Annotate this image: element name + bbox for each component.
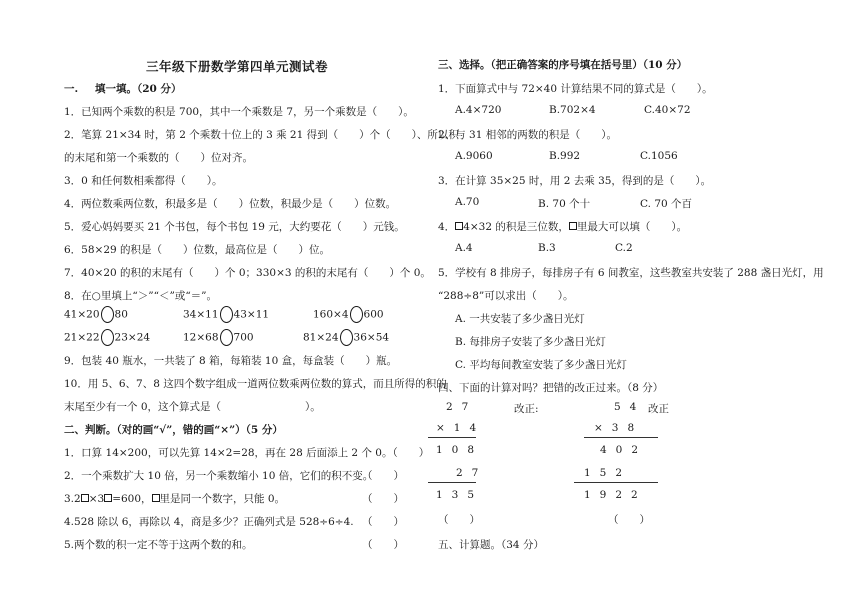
section2-heading: 二、判断。（对的画“√”，错的画“×”）（5 分） — [64, 424, 283, 436]
compare-left: 81×24 — [303, 331, 339, 344]
s2-q1: 1．口算 14×200，可以先算 14×2=28，再在 28 后面添上 2 个 0。（ ） — [64, 447, 430, 459]
s3-q5-option-b: B. 每排房子安装了多少盏日光灯 — [455, 336, 606, 348]
calc2-row2: ×38 — [594, 422, 644, 434]
compare-left: 41×20 — [64, 308, 100, 321]
compare-left: 12×68 — [183, 331, 219, 344]
blank-box — [81, 494, 89, 502]
compare-circle[interactable] — [220, 329, 233, 346]
s3-q2: 2．与 31 相邻的两数的积是（ ）。 — [438, 129, 617, 141]
calc2-row3: 402 — [600, 444, 648, 456]
calc2-row5: 1922 — [584, 489, 647, 501]
s1-q9: 9．包装 40 瓶水，一共装了 8 箱，每箱装 10 盒，每盒装（ ）瓶。 — [64, 355, 398, 367]
s2-q3-part: ×3 — [88, 493, 105, 505]
calc1-row5: 135 — [436, 489, 484, 501]
compare-circle[interactable] — [340, 329, 353, 346]
compare-left: 160×4 — [313, 308, 349, 321]
compare-right: 80 — [114, 308, 128, 321]
s1-q7: 7．40×20 的积的末尾有（ ）个 0；330×3 的积的末尾有（ ）个 0。 — [64, 267, 431, 279]
section5-heading: 五、计算题。（34 分） — [438, 539, 544, 551]
calc2-line — [584, 437, 658, 438]
s3-q2-option-b: B.992 — [549, 150, 581, 162]
s2-q4: 4.528 除以 6，再除以 4，商是多少？正确列式是 528÷6÷4. — [64, 516, 354, 528]
calc1-row3: 108 — [436, 444, 484, 456]
compare-right: 600 — [363, 308, 384, 321]
s2-q4-paren: （ ） — [362, 516, 404, 528]
compare-item — [183, 329, 254, 346]
calc2-fix-label: 改正 — [648, 403, 669, 415]
s3-q4-option-c: C.2 — [615, 242, 633, 254]
s1-q1: 1．已知两个乘数的积是 700，其中一个乘数是 7，另一个乘数是（ ）。 — [64, 106, 414, 118]
blank-box — [569, 222, 577, 230]
s1-q10-line1: 10．用 5、6、7、8 这四个数字组成一道两位数乘两位数的算式，而且所得的积的 — [64, 378, 447, 390]
s2-q5-paren: （ ） — [362, 539, 404, 551]
s3-q5-line2: “288÷8”可以求出（ ）。 — [438, 290, 574, 302]
compare-item — [64, 306, 128, 323]
s3-q4 — [438, 219, 687, 234]
s3-q3-option-c: C. 70 个百 — [640, 198, 693, 210]
calc2-paren: （ ） — [608, 514, 650, 526]
calc1-line — [428, 482, 476, 483]
calc1-row4: 27 — [456, 467, 488, 479]
s3-q4-option-a: A.4 — [455, 242, 473, 254]
s3-q1-option-b: B.702×4 — [549, 104, 596, 116]
calc1-line — [428, 437, 476, 438]
compare-item — [313, 306, 384, 323]
s2-q3 — [64, 491, 285, 506]
s3-q4-part: 里最大可以填（ ）。 — [576, 221, 688, 233]
section1-number: 一. — [64, 83, 79, 95]
s3-q1-option-c: C.40×72 — [644, 104, 691, 116]
s3-q1-option-a: A.4×720 — [455, 104, 502, 116]
compare-right: 23×24 — [114, 331, 151, 344]
s1-q5: 5．爱心妈妈要买 21 个书包，每个书包 19 元，大约要花（ ）元钱。 — [64, 221, 405, 233]
compare-circle[interactable] — [350, 306, 363, 323]
page-title: 三年级下册数学第四单元测试卷 — [146, 59, 329, 74]
compare-circle[interactable] — [220, 306, 233, 323]
s3-q4-part: 4×32 的积是三位数， — [463, 221, 569, 233]
s3-q2-option-a: A.9060 — [455, 150, 493, 162]
section1-heading: 填一填。（20 分） — [95, 83, 182, 95]
calc1-row2: ×14 — [436, 422, 486, 434]
s2-q2: 2．一个乘数扩大 10 倍，另一个乘数缩小 10 倍，它们的积不变。 — [64, 470, 374, 482]
s3-q3-option-a: A.70 — [455, 196, 480, 208]
blank-box — [152, 494, 160, 502]
compare-item — [303, 329, 389, 346]
s1-q10-line2: 末尾至少有一个 0，这个算式是（ ）。 — [64, 401, 321, 413]
calc1-paren: （ ） — [438, 514, 480, 526]
s3-q5-line1: 5．学校有 8 排房子，每排房子有 6 间教室，这些教室共安装了 288 盏日光灯，用 — [438, 267, 824, 279]
calc2-row1: 54 — [614, 401, 646, 413]
s3-q1: 1．下面算式中与 72×40 计算结果不同的算式是（ ）。 — [438, 83, 713, 95]
s1-q2-line1: 2．笔算 21×34 时，第 2 个乘数十位上的 3 乘 21 得到（ ）个（ ）、所以积 — [64, 129, 459, 141]
compare-circle[interactable] — [101, 306, 114, 323]
s1-q6: 6．58×29 的积是（ ）位数，最高位是（ ）位。 — [64, 244, 331, 256]
compare-item — [183, 306, 269, 323]
s2-q3-part: =600， — [112, 493, 152, 505]
calc2-row4: 152 — [584, 467, 632, 479]
s1-q4: 4．两位数乘两位数，积最多是（ ）位数，积最少是（ ）位数。 — [64, 198, 397, 210]
s3-q5-option-c: C. 平均每间教室安装了多少盏日光灯 — [455, 359, 627, 371]
s3-q3: 3．在计算 35×25 时，用 2 去乘 35，得到的是（ ）。 — [438, 175, 712, 187]
s1-q8: 8．在○里填上“＞”“＜”或“＝”。 — [64, 290, 218, 302]
blank-box — [104, 494, 112, 502]
compare-right: 700 — [233, 331, 254, 344]
compare-right: 36×54 — [353, 331, 390, 344]
s2-q2-paren: （ ） — [362, 470, 404, 482]
s3-q4-option-b: B.3 — [538, 242, 556, 254]
compare-right: 43×11 — [233, 308, 270, 321]
s3-q5-option-a: A. 一共安装了多少盏日光灯 — [455, 313, 585, 325]
calc1-row1: 27 — [446, 401, 478, 413]
compare-left: 34×11 — [183, 308, 219, 321]
s3-q3-option-b: B. 70 个十 — [538, 198, 591, 210]
s2-q3-paren: （ ） — [362, 493, 404, 505]
s2-q3-part: 里是同一个数字，只能 0。 — [159, 493, 286, 505]
section3-heading: 三、选择。（把正确答案的序号填在括号里）（10 分） — [438, 59, 688, 71]
compare-circle[interactable] — [101, 329, 114, 346]
s2-q5: 5.两个数的积一定不等于这两个数的和。 — [64, 539, 253, 551]
section4-heading: 四、下面的计算对吗？把错的改正过来。（8 分） — [438, 382, 664, 394]
s1-q3: 3．0 和任何数相乘都得（ ）。 — [64, 175, 223, 187]
calc2-line — [574, 482, 658, 483]
s2-q3-part: 3.2 — [64, 493, 81, 505]
compare-item — [64, 329, 150, 346]
blank-box — [455, 222, 463, 230]
calc1-fix-label: 改正: — [514, 403, 539, 415]
s3-q2-option-c: C.1056 — [640, 150, 678, 162]
s3-q4-part: 4． — [438, 221, 456, 233]
s1-q2-line2: 的末尾和第一个乘数的（ ）位对齐。 — [64, 152, 253, 164]
compare-left: 21×22 — [64, 331, 100, 344]
